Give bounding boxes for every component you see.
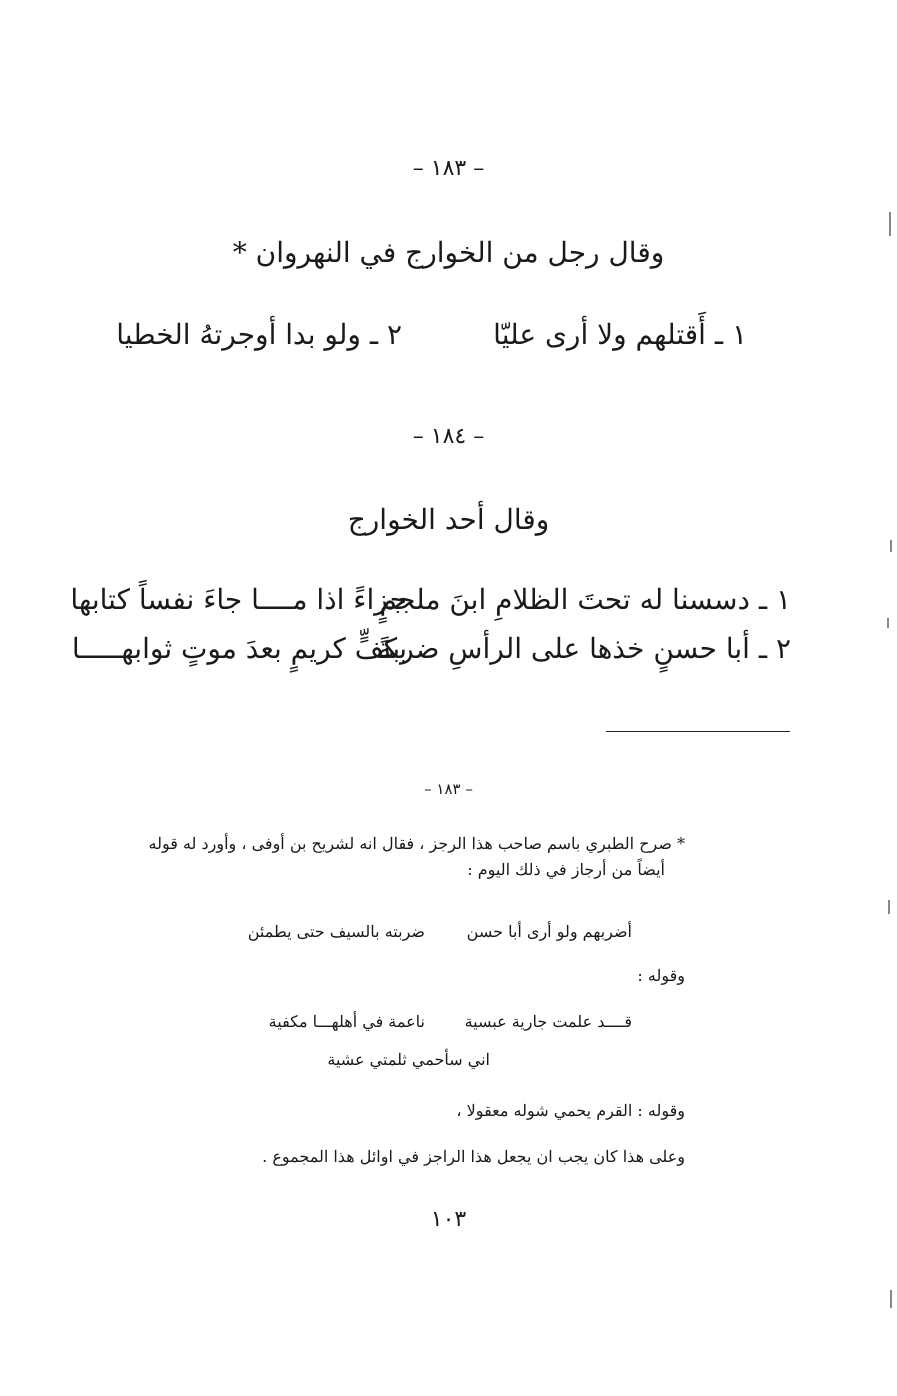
footnote-ref-number: – ١٨٣ – <box>424 780 473 798</box>
poem-184-verse-1-second-hemistich: جزاءً اذا مــــا جاءَ نفساً كتابها <box>70 583 407 616</box>
footnote-verse-b-third: اني سأحمي ثلمتي عشية <box>327 1050 490 1069</box>
scan-margin-mark <box>890 1290 892 1308</box>
footnote-line-1: * صرح الطبري باسم صاحب هذا الرجز ، فقال انه لشريح بن أوفى ، وأورد له قوله <box>148 834 685 853</box>
poem-183-number: – ١٨٣ – <box>412 156 485 181</box>
poem-183-verse-1-second-hemistich: ٢ ـ ولو بدا أوجرتهُ الخطيا <box>116 318 402 351</box>
scan-margin-mark <box>888 900 890 914</box>
footnote-separator <box>606 731 790 732</box>
scan-margin-mark <box>890 540 892 552</box>
footnote-verse-b-second: ناعمة في أهلهـــا مكفية <box>268 1012 425 1031</box>
footnote-closing-line: وعلى هذا كان يجب ان يجعل هذا الراجز في اوائل هذا المجموع . <box>262 1147 685 1166</box>
scan-margin-mark <box>889 212 891 236</box>
poem-183-title: وقال رجل من الخوارج في النهروان * <box>232 236 665 269</box>
footnote-verse-a-second: ضربته بالسيف حتى يطمئن <box>247 922 425 941</box>
poem-184-number: – ١٨٤ – <box>412 424 485 449</box>
footnote-verse-b-first: قــــد علمت جارية عبسية <box>464 1012 632 1031</box>
poem-184-verse-2-first-hemistich: ٢ ـ أبا حسنٍ خذها على الرأسِ ضربةً <box>377 632 791 665</box>
footnote-label-his-saying: وقوله : <box>637 966 685 985</box>
footnote-verse-a-first: أضربهم ولو أرى أبا حسن <box>466 922 632 941</box>
poem-184-verse-1-first-hemistich: ١ ـ دسسنا له تحتَ الظلامِ ابنَ ملجمٍ <box>379 583 791 616</box>
poem-184-title: وقال أحد الخوارج <box>347 503 550 536</box>
scan-margin-mark <box>887 618 889 628</box>
page-number: ١٠٣ <box>430 1207 467 1232</box>
poem-183-verse-1-first-hemistich: ١ ـ أَقتلهم ولا أرى عليّا <box>493 318 747 351</box>
footnote-line-2: أيضاً من أرجاز في ذلك اليوم : <box>467 860 665 879</box>
poem-184-verse-2-second-hemistich: بكفٍّ كريمٍ بعدَ موتٍ ثوابهـــــا <box>71 632 407 665</box>
footnote-saying-line: وقوله : القرم يحمي شوله معقولا ، <box>456 1101 685 1120</box>
